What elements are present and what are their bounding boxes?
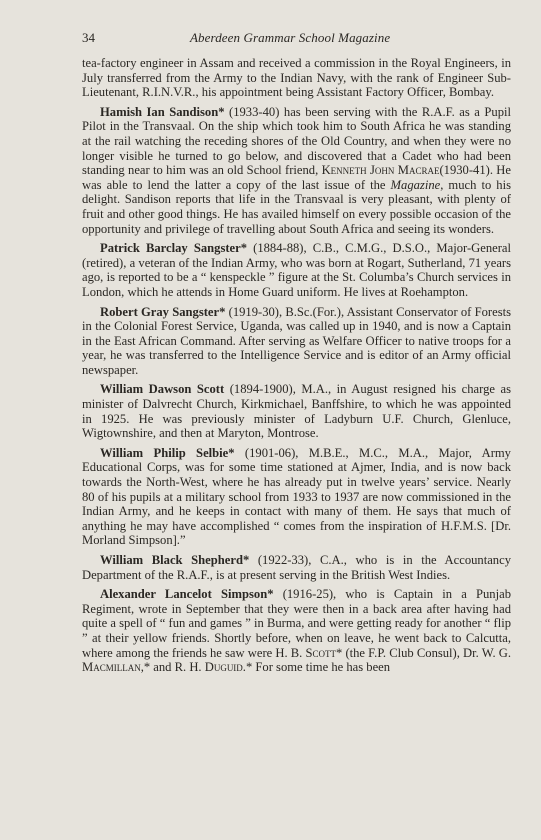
paragraph-selbie (82, 446, 511, 548)
paragraph-text: , much to his delight. Sandison reports that life in the Transvaal is very pleasant, with plenty of fruit and other good things. He has availed himself on every possible occasion of the opportunity and privilege of travelling about South Africa and seeing its wonders. (82, 177, 511, 236)
paragraph-sandison (82, 105, 511, 236)
paragraph-text: (1901-06), M.B.E., M.C., M.A., Major, Army Educational Corps, was for some time stationed at Ajmer, India, and is now back towards the North-West, where he has already put in twelve years’ service. Nearly 80 of his pupils at a military school from 1933 to 1937 are now commissioned in the Indian Army, and he keeps in contact with many of them. He says that much of anything he may have accomplished “ comes from the inspiration of H.F.M.S. [Dr. Morland Simpson].” (82, 445, 511, 548)
person-name: Patrick Barclay Sangster* (100, 241, 248, 256)
paragraph-continuation (82, 56, 511, 100)
paragraph-text: (1916-25), who is Captain in a Punjab Regiment, wrote in September that they were then in a back area after having had quite a spell of “ fun and games ” in Burma, and were getting ready for another “ flip ” at their yellow friends. Shortly before, when on leave, he went back to Calcutta, where among the friends he saw were H. B. (82, 587, 511, 660)
paragraph-scott (82, 382, 511, 440)
person-name: Robert Gray Sangster* (100, 304, 226, 319)
paragraph-text: (1919-30), B.Sc.(For.), Assistant Conservator of Forests in the Colonial Forest Service, Uganda, was called up in 1940, and is now a Captain in the East African Command. After serving as Welfare Officer to native troops for a year, he was transferred to the Intelligence Service and is editor of an Army official newspaper. (82, 304, 511, 377)
page-number: 34 (82, 30, 95, 45)
paragraph-text: (1884-88), C.B., C.M.G., D.S.O., Major-General (retired), a veteran of the Indian Army, who was born at Rogart, Sutherland, 71 years ago, is reported to be a “ kenspeckle ” figure at the St. Columba’s Church services in London, which he attends in Home Guard uniform. He lives at Roehampton. (82, 241, 511, 299)
paragraph-text: (1933-40) has been serving with the R.A.F. as a Pupil Pilot in the Transvaal. On the ship which took him to South Africa he was standing at the rail watching the receding shores of the Old Country, and when they were no longer visible he turned to go below, and discovered that a Cadet who had been standing near to him was an old School friend, (82, 104, 511, 178)
person-reference: Kenneth John Macrae (321, 163, 440, 178)
paragraph-text: For some time he has been (252, 660, 391, 675)
paragraph-text: (1922-33), C.A., who is in the Accountancy Department of the R.A.F., is at present serving in the British West Indies. (82, 553, 511, 582)
person-reference: Macmillan,* (82, 660, 151, 675)
paragraph-text: (1930-41). He was able to lend the latter a copy of the last issue of the (82, 163, 511, 192)
person-reference: Scott* (305, 645, 343, 660)
magazine-title-italic: Magazine (390, 177, 441, 192)
paragraph-text: and R. H. (150, 660, 205, 675)
article-body (82, 56, 511, 675)
person-name: Alexander Lancelot Simpson* (100, 587, 274, 602)
paragraph-text: (1894-1900), M.A., in August resigned his charge as minister of Dalvrecht Church, Kirkmichael, Banffshire, to which he was appointed in 1925. He was previously minister of Ladyburn U.F. Church, Glenluce, Wigtownshire, and then at Maryton, Montrose. (82, 382, 511, 441)
running-title: Aberdeen Grammar School Magazine (190, 30, 391, 45)
paragraph-patrick-sangster (82, 241, 511, 299)
person-name: William Dawson Scott (100, 382, 225, 397)
paragraph-text: tea-factory engineer in Assam and received a commission in the Royal Engineers, in July transferred from the Army to the Indian Navy, with the rank of Engineer Sub-Lieutenant, R.I.N.V.R., his appointment being Assistant Factory Officer, Bombay. (82, 56, 511, 100)
paragraph-shepherd (82, 553, 511, 582)
person-reference: Duguid.* (204, 660, 253, 675)
person-name: William Philip Selbie* (100, 445, 235, 460)
paragraph-text: (the F.P. Club Consul), Dr. W. G. (342, 645, 511, 660)
paragraph-simpson (82, 587, 511, 675)
person-name: Hamish Ian Sandison* (100, 104, 225, 119)
person-name: William Black Shepherd* (100, 553, 250, 567)
page-header (82, 26, 511, 48)
paragraph-robert-sangster (82, 305, 511, 378)
